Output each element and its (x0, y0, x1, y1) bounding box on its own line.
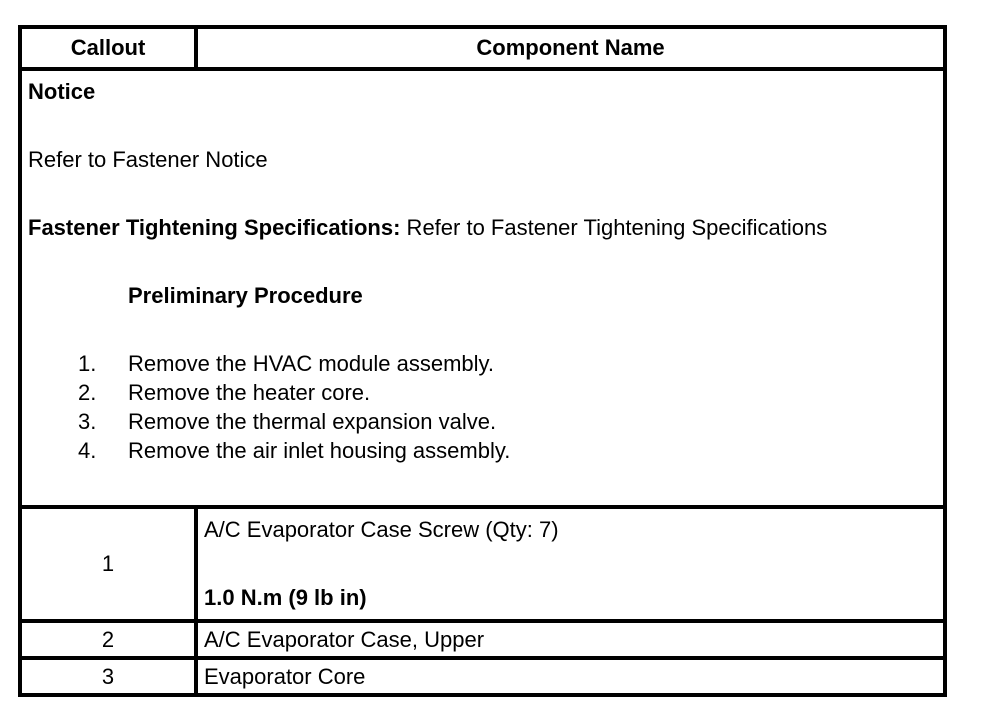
callout-number: 2 (20, 621, 196, 658)
callout-number: 3 (20, 658, 196, 695)
component-name: A/C Evaporator Case Screw (Qty: 7) (204, 517, 559, 542)
procedure-steps (28, 349, 943, 465)
header-row (20, 27, 945, 69)
procedure-step (28, 436, 943, 465)
step-number: 2. (78, 380, 97, 405)
tightening-spec-text: Refer to Fastener Tightening Specifications (400, 215, 828, 240)
component-name: A/C Evaporator Case, Upper (196, 621, 945, 658)
preliminary-procedure-title: Preliminary Procedure (128, 283, 363, 308)
table-row (20, 507, 945, 621)
callout-table (18, 25, 947, 697)
step-number: 4. (78, 438, 97, 463)
step-text: Remove the thermal expansion valve. (128, 409, 497, 434)
step-number: 1. (78, 351, 97, 376)
component-name: Evaporator Core (196, 658, 945, 695)
step-text: Remove the HVAC module assembly. (128, 351, 494, 376)
procedure-step (28, 407, 943, 436)
notice-title: Notice (28, 79, 96, 104)
callout-header: Callout (20, 27, 196, 69)
table-row (20, 658, 945, 695)
step-number: 3. (78, 409, 97, 434)
component-name-header: Component Name (196, 27, 945, 69)
fastener-notice-text: Refer to Fastener Notice (28, 147, 268, 172)
callout-number: 1 (20, 507, 196, 621)
component-name-cell (196, 507, 945, 621)
notice-row (20, 69, 945, 507)
tightening-spec-line (28, 213, 943, 243)
torque-spec: 1.0 N.m (9 lb in) (204, 585, 367, 610)
tightening-spec-label: Fastener Tightening Specifications: (28, 215, 401, 240)
step-text: Remove the heater core. (128, 380, 371, 405)
procedure-step (28, 378, 943, 407)
step-text: Remove the air inlet housing assembly. (128, 438, 511, 463)
table-row (20, 621, 945, 658)
notice-cell (20, 69, 945, 507)
procedure-step (28, 349, 943, 378)
